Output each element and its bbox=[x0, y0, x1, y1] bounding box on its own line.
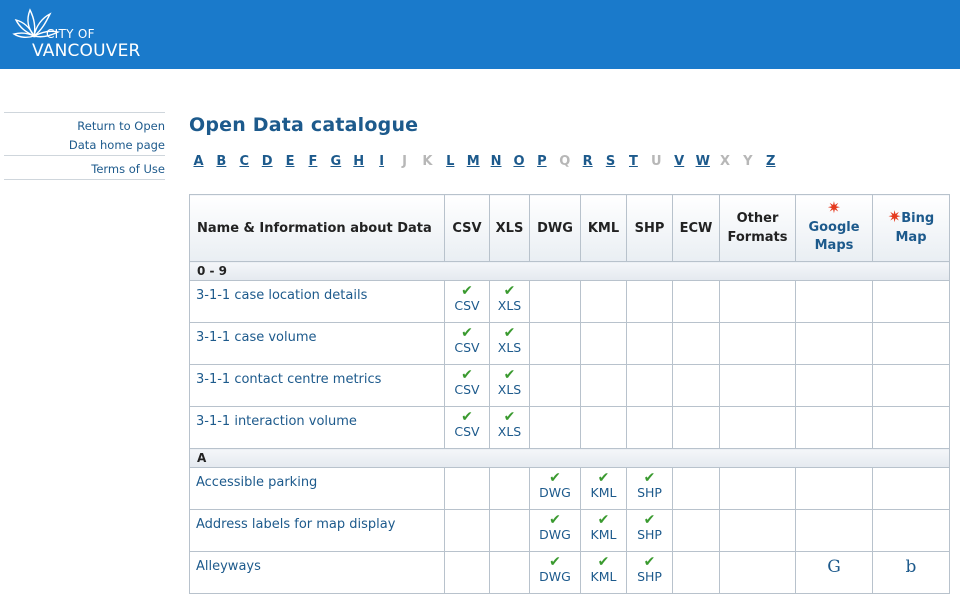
cell-xls bbox=[490, 510, 530, 552]
cell-other bbox=[720, 323, 796, 365]
cell-google bbox=[796, 281, 873, 323]
cell-other bbox=[720, 365, 796, 407]
col-header-google-line2: Maps bbox=[814, 238, 854, 253]
cell-kml bbox=[581, 407, 627, 449]
alphabet-link-l[interactable]: L bbox=[446, 154, 455, 169]
alphabet-link-c[interactable]: C bbox=[239, 154, 250, 169]
checkmark-icon: ✔ bbox=[549, 512, 561, 528]
alphabet-link-y: Y bbox=[743, 154, 753, 169]
checkmark-icon: ✔ bbox=[461, 409, 473, 425]
cell-shp bbox=[627, 365, 673, 407]
table-header-row bbox=[190, 195, 950, 262]
format-link-shp[interactable]: SHP bbox=[637, 569, 662, 584]
col-header-bing-map[interactable] bbox=[873, 195, 950, 262]
group-header-row bbox=[190, 262, 950, 281]
cell-other bbox=[720, 468, 796, 510]
dataset-name-link[interactable]: 3-1-1 contact centre metrics bbox=[190, 365, 445, 407]
cell-kml bbox=[581, 281, 627, 323]
alphabet-link-s[interactable]: S bbox=[605, 154, 616, 169]
cell-other bbox=[720, 407, 796, 449]
cell-csv[interactable] bbox=[445, 365, 490, 407]
alphabet-nav bbox=[192, 154, 787, 169]
alphabet-link-x: X bbox=[719, 154, 730, 169]
cell-xls bbox=[490, 552, 530, 594]
checkmark-icon: ✔ bbox=[597, 512, 610, 528]
cell-csv[interactable] bbox=[445, 407, 490, 449]
cell-google bbox=[796, 323, 873, 365]
cell-other bbox=[720, 510, 796, 552]
sidebar bbox=[4, 112, 165, 180]
checkmark-icon: ✔ bbox=[643, 512, 656, 528]
alphabet-link-o[interactable]: O bbox=[513, 154, 525, 169]
col-header-google-line1: Google bbox=[808, 220, 860, 235]
alphabet-link-z[interactable]: Z bbox=[766, 154, 776, 169]
cell-shp[interactable] bbox=[627, 510, 673, 552]
checkmark-icon: ✔ bbox=[549, 554, 561, 570]
cell-shp bbox=[627, 323, 673, 365]
cell-google bbox=[796, 365, 873, 407]
cell-ecw bbox=[673, 552, 720, 594]
checkmark-icon: ✔ bbox=[461, 283, 473, 299]
cell-dwg bbox=[530, 365, 581, 407]
sidebar-link-return-line1: Return to Open bbox=[77, 119, 165, 133]
checkmark-icon: ✔ bbox=[643, 470, 656, 486]
catalogue-table-body bbox=[190, 262, 950, 594]
cell-kml bbox=[581, 323, 627, 365]
cell-xls[interactable] bbox=[490, 281, 530, 323]
cell-google bbox=[796, 407, 873, 449]
checkmark-icon: ✔ bbox=[503, 409, 516, 425]
alphabet-link-m[interactable]: M bbox=[466, 154, 480, 169]
cell-dwg[interactable] bbox=[530, 510, 581, 552]
cell-google bbox=[796, 510, 873, 552]
sidebar-link-return-home[interactable] bbox=[4, 112, 165, 155]
cell-shp bbox=[627, 407, 673, 449]
alphabet-link-k: K bbox=[422, 154, 433, 169]
group-label: 0 - 9 bbox=[190, 262, 950, 281]
col-header-ecw: ECW bbox=[673, 195, 720, 262]
logo-vancouver-text: VANCOUVER bbox=[32, 41, 141, 61]
alphabet-link-f[interactable]: F bbox=[308, 154, 318, 169]
table-row bbox=[190, 468, 950, 510]
cell-kml[interactable] bbox=[581, 510, 627, 552]
format-link-kml[interactable]: KML bbox=[590, 527, 617, 542]
bing-map-star-icon: ✷ bbox=[887, 207, 902, 226]
format-link-kml[interactable]: KML bbox=[590, 569, 617, 584]
group-label: A bbox=[190, 449, 950, 468]
col-header-dwg: DWG bbox=[530, 195, 581, 262]
catalogue-table bbox=[189, 194, 950, 594]
cell-bing bbox=[873, 323, 950, 365]
cell-kml[interactable] bbox=[581, 552, 627, 594]
cell-ecw bbox=[673, 365, 720, 407]
alphabet-link-w[interactable]: W bbox=[695, 154, 710, 169]
dataset-name-link[interactable]: 3-1-1 interaction volume bbox=[190, 407, 445, 449]
cell-ecw bbox=[673, 510, 720, 552]
cell-xls[interactable] bbox=[490, 407, 530, 449]
cell-ecw bbox=[673, 468, 720, 510]
alphabet-link-i[interactable]: I bbox=[379, 154, 385, 169]
site-header bbox=[0, 0, 960, 69]
google-map-icon[interactable]: G bbox=[827, 557, 841, 577]
sidebar-link-terms[interactable]: Terms of Use bbox=[4, 155, 165, 179]
cell-ecw bbox=[673, 281, 720, 323]
col-header-bing-line2: Map bbox=[895, 230, 927, 245]
cell-google bbox=[796, 468, 873, 510]
checkmark-icon: ✔ bbox=[503, 325, 516, 341]
dataset-name-link[interactable]: 3-1-1 case volume bbox=[190, 323, 445, 365]
alphabet-link-t[interactable]: T bbox=[628, 154, 638, 169]
table-row bbox=[190, 281, 950, 323]
cell-kml bbox=[581, 365, 627, 407]
cell-dwg[interactable] bbox=[530, 552, 581, 594]
col-header-xls: XLS bbox=[490, 195, 530, 262]
cell-dwg bbox=[530, 281, 581, 323]
col-header-name: Name & Information about Data bbox=[190, 195, 445, 262]
checkmark-icon: ✔ bbox=[597, 470, 610, 486]
cell-other bbox=[720, 552, 796, 594]
cell-shp bbox=[627, 281, 673, 323]
format-link-dwg[interactable]: DWG bbox=[539, 527, 571, 542]
format-link-dwg[interactable]: DWG bbox=[539, 485, 571, 500]
format-link-shp[interactable]: SHP bbox=[637, 485, 662, 500]
cell-dwg bbox=[530, 407, 581, 449]
cell-kml[interactable] bbox=[581, 468, 627, 510]
cell-xls[interactable] bbox=[490, 365, 530, 407]
format-link-xls[interactable]: XLS bbox=[497, 382, 522, 397]
cell-csv[interactable] bbox=[445, 323, 490, 365]
col-header-other-line2: Formats bbox=[727, 230, 788, 245]
cell-bing bbox=[873, 407, 950, 449]
format-link-xls[interactable]: XLS bbox=[497, 340, 522, 355]
cell-xls bbox=[490, 468, 530, 510]
col-header-shp: SHP bbox=[627, 195, 673, 262]
alphabet-link-b[interactable]: B bbox=[216, 154, 227, 169]
cell-google[interactable] bbox=[796, 552, 873, 594]
col-header-kml: KML bbox=[581, 195, 627, 262]
format-link-dwg[interactable]: DWG bbox=[539, 569, 571, 584]
checkmark-icon: ✔ bbox=[503, 283, 516, 299]
alphabet-link-e[interactable]: E bbox=[285, 154, 295, 169]
alphabet-link-u: U bbox=[651, 154, 662, 169]
col-header-other-formats bbox=[720, 195, 796, 262]
col-header-google-maps[interactable] bbox=[796, 195, 873, 262]
cell-bing bbox=[873, 281, 950, 323]
cell-ecw bbox=[673, 407, 720, 449]
cell-csv bbox=[445, 510, 490, 552]
format-link-csv[interactable]: CSV bbox=[454, 382, 480, 397]
sidebar-divider bbox=[4, 179, 165, 180]
cell-csv bbox=[445, 552, 490, 594]
cell-shp[interactable] bbox=[627, 552, 673, 594]
format-link-csv[interactable]: CSV bbox=[454, 298, 480, 313]
col-header-bing-line1: Bing bbox=[901, 211, 935, 226]
alphabet-link-j: J bbox=[402, 154, 407, 169]
sidebar-link-return-line2: Data home page bbox=[68, 138, 165, 152]
alphabet-link-v[interactable]: V bbox=[674, 154, 685, 169]
cell-other bbox=[720, 281, 796, 323]
table-row bbox=[190, 510, 950, 552]
checkmark-icon: ✔ bbox=[597, 554, 610, 570]
format-link-xls[interactable]: XLS bbox=[497, 298, 522, 313]
cell-csv bbox=[445, 468, 490, 510]
checkmark-icon: ✔ bbox=[503, 367, 516, 383]
alphabet-link-h[interactable]: H bbox=[353, 154, 365, 169]
cell-shp[interactable] bbox=[627, 468, 673, 510]
city-of-vancouver-logo[interactable] bbox=[12, 6, 152, 64]
table-row bbox=[190, 365, 950, 407]
dataset-name-link[interactable]: Alleyways bbox=[190, 552, 445, 594]
cell-xls[interactable] bbox=[490, 323, 530, 365]
format-link-shp[interactable]: SHP bbox=[637, 527, 662, 542]
alphabet-link-p[interactable]: P bbox=[537, 154, 547, 169]
col-header-csv: CSV bbox=[445, 195, 490, 262]
cell-bing bbox=[873, 468, 950, 510]
page-title: Open Data catalogue bbox=[189, 114, 419, 136]
format-link-csv[interactable]: CSV bbox=[454, 340, 480, 355]
format-link-csv[interactable]: CSV bbox=[454, 424, 480, 439]
alphabet-link-n[interactable]: N bbox=[490, 154, 502, 169]
format-link-kml[interactable]: KML bbox=[590, 485, 617, 500]
group-header-row bbox=[190, 449, 950, 468]
checkmark-icon: ✔ bbox=[461, 367, 473, 383]
alphabet-link-a[interactable]: A bbox=[193, 154, 204, 169]
dataset-name-link[interactable]: Address labels for map display bbox=[190, 510, 445, 552]
table-row bbox=[190, 323, 950, 365]
alphabet-link-q: Q bbox=[559, 154, 571, 169]
cell-csv[interactable] bbox=[445, 281, 490, 323]
logo-city-text: CITY OF bbox=[46, 27, 95, 41]
table-row bbox=[190, 552, 950, 594]
alphabet-link-g[interactable]: G bbox=[330, 154, 342, 169]
alphabet-link-r[interactable]: R bbox=[582, 154, 593, 169]
cell-dwg[interactable] bbox=[530, 468, 581, 510]
alphabet-link-d[interactable]: D bbox=[261, 154, 273, 169]
google-maps-star-icon: ✷ bbox=[827, 198, 841, 217]
dataset-name-link[interactable]: Accessible parking bbox=[190, 468, 445, 510]
dataset-name-link[interactable]: 3-1-1 case location details bbox=[190, 281, 445, 323]
cell-dwg bbox=[530, 323, 581, 365]
cell-bing bbox=[873, 365, 950, 407]
checkmark-icon: ✔ bbox=[461, 325, 473, 341]
cell-bing[interactable] bbox=[873, 552, 950, 594]
table-row bbox=[190, 407, 950, 449]
checkmark-icon: ✔ bbox=[549, 470, 561, 486]
checkmark-icon: ✔ bbox=[643, 554, 656, 570]
cell-bing bbox=[873, 510, 950, 552]
format-link-xls[interactable]: XLS bbox=[497, 424, 522, 439]
cell-ecw bbox=[673, 323, 720, 365]
bing-map-icon[interactable]: b bbox=[905, 557, 917, 577]
col-header-other-line1: Other bbox=[736, 211, 779, 226]
